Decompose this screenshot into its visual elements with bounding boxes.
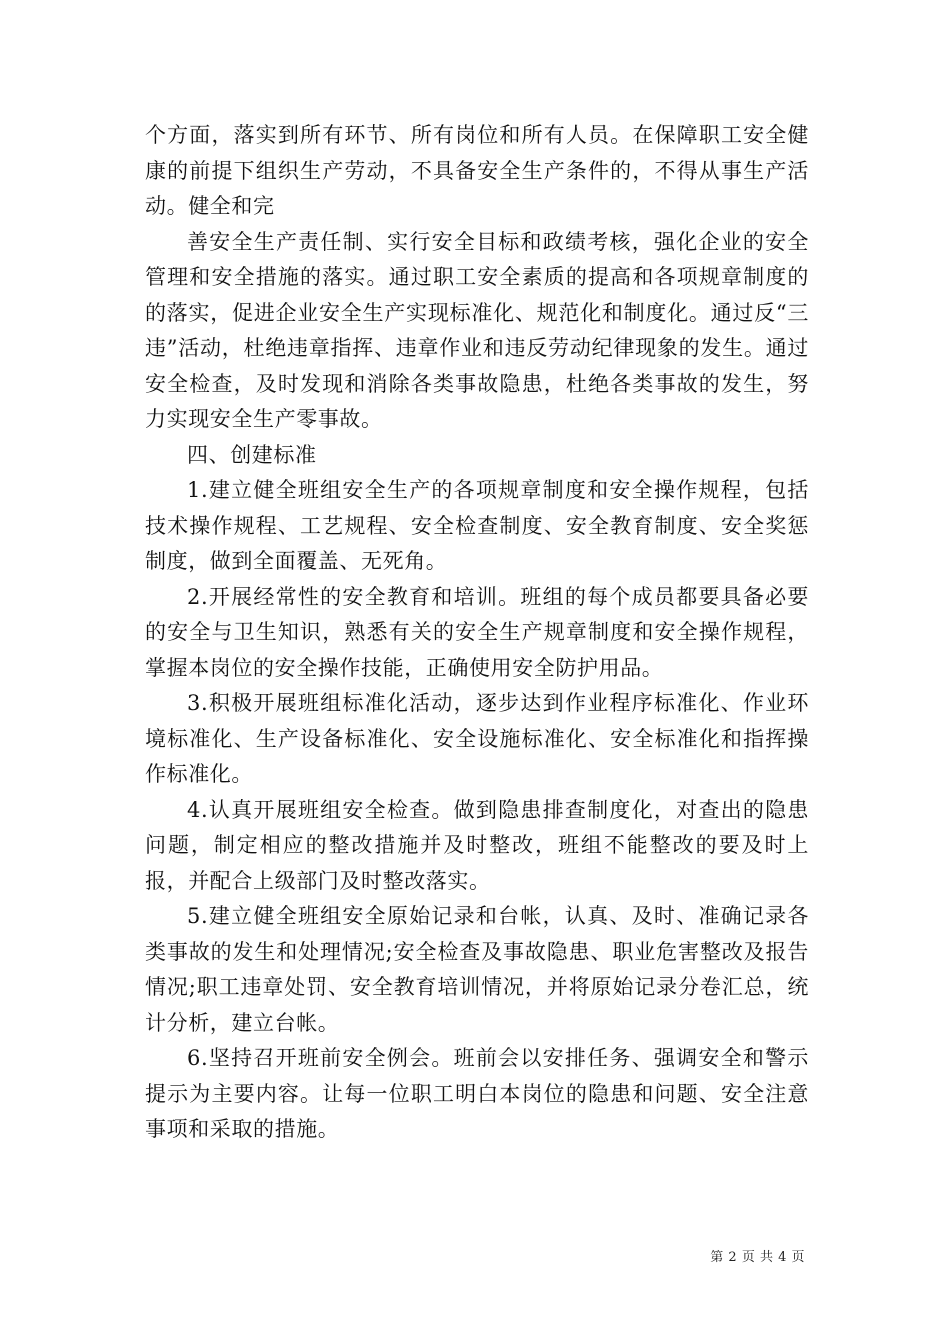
paragraph-safety-responsibility: 善安全生产责任制、实行安全目标和政绩考核，强化企业的安全管理和安全措施的落实。通过职工安全素质的提高和各项规章制度的的落实，促进企业安全生产实现标准化、规范化和制度化。通过反“三违”活动，杜绝违章指挥、违章作业和违反劳动纪律现象的发生。通过安全检查，及时发现和消除各类事故隐患，杜绝各类事故的发生，努力实现安全生产零事故。 — [145, 229, 809, 431]
document-body — [145, 118, 809, 1148]
list-item-safety-inspection: 4.认真开展班组安全检查。做到隐患排查制度化，对查出的隐患问题，制定相应的整改措施并及时整改，班组不能整改的要及时上报，并配合上级部门及时整改落实。 — [145, 797, 809, 893]
paragraph-continuation: 个方面，落实到所有环节、所有岗位和所有人员。在保障职工安全健康的前提下组织生产劳动，不具备安全生产条件的，不得从事生产活动。健全和完 — [145, 123, 809, 218]
list-item-records-and-ledger: 5.建立健全班组安全原始记录和台帐，认真、及时、准确记录各类事故的发生和处理情况;安全检查及事故隐患、职业危害整改及报告情况;职工违章处罚、安全教育培训情况，并将原始记录分卷汇总，统计分析，建立台帐。 — [145, 904, 809, 1035]
section-heading-creation-standards: 四、创建标准 — [187, 442, 317, 467]
list-item-pre-shift-meeting: 6.坚持召开班前安全例会。班前会以安排任务、强调安全和警示提示为主要内容。让每一位职工明白本岗位的隐患和问题、安全注意事项和采取的措施。 — [145, 1046, 809, 1141]
page-number-footer: 第 2 页 共 4 页 — [710, 1250, 805, 1265]
list-item-safety-education: 2.开展经常性的安全教育和培训。班组的每个成员都要具备必要的安全与卫生知识，熟悉有关的安全生产规章制度和安全操作规程，掌握本岗位的安全操作技能，正确使用安全防护用品。 — [145, 584, 809, 680]
list-item-rules-and-regulations: 1.建立健全班组安全生产的各项规章制度和安全操作规程，包括技术操作规程、工艺规程、安全检查制度、安全教育制度、安全奖惩制度，做到全面覆盖、无死角。 — [145, 478, 809, 573]
list-item-standardization: 3.积极开展班组标准化活动，逐步达到作业程序标准化、作业环境标准化、生产设备标准化、安全设施标准化、安全标准化和指挥操作标准化。 — [145, 691, 809, 786]
